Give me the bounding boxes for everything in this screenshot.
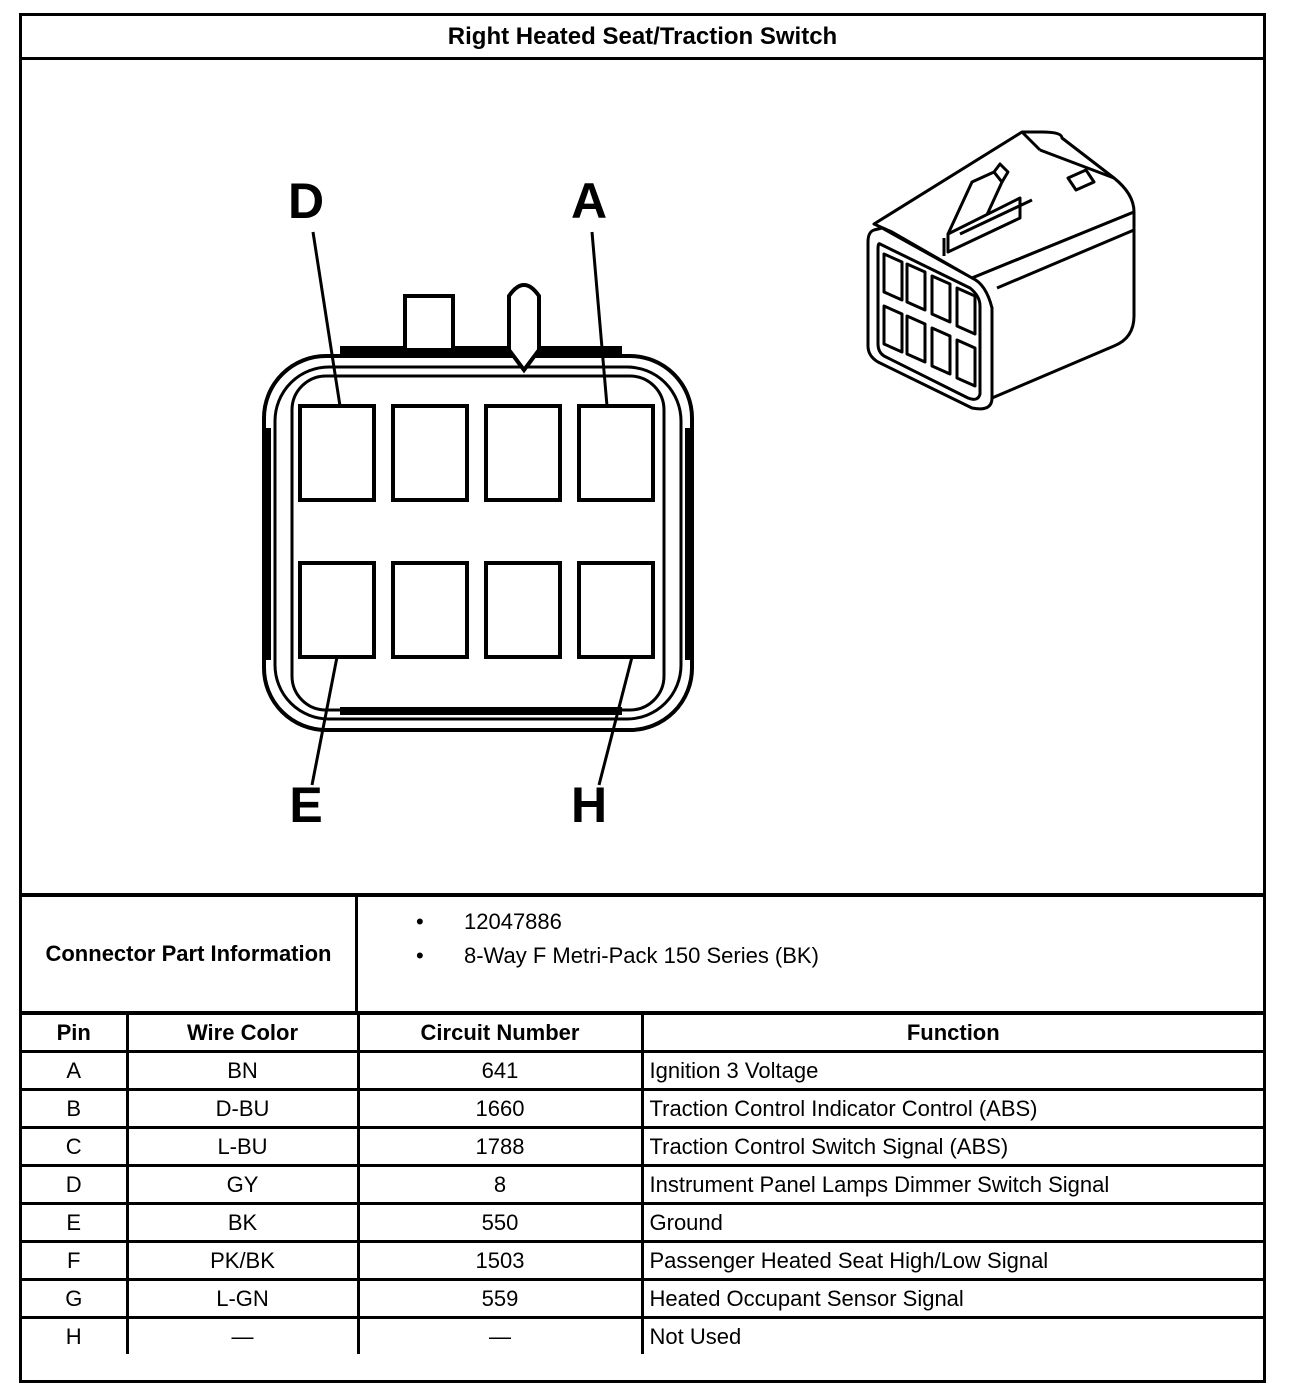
cell-wire-color: GY	[127, 1166, 358, 1204]
cell-function: Instrument Panel Lamps Dimmer Switch Signal	[642, 1166, 1263, 1204]
cell-circuit-number: 559	[358, 1280, 642, 1318]
cell-circuit-number: —	[358, 1318, 642, 1355]
connector-sheet	[19, 13, 1266, 1383]
table-row	[22, 1318, 1263, 1355]
cell-wire-color: —	[127, 1318, 358, 1355]
cell-circuit-number: 1503	[358, 1242, 642, 1280]
cell-pin: A	[22, 1052, 127, 1090]
connector-part-number: • 12047886	[358, 905, 819, 939]
cell-wire-color: BK	[127, 1204, 358, 1242]
connector-face-view	[264, 232, 692, 785]
header-function: Function	[642, 1013, 1263, 1052]
connector-info-list	[358, 905, 819, 973]
cell-wire-color: PK/BK	[127, 1242, 358, 1280]
cell-wire-color: D-BU	[127, 1090, 358, 1128]
pin-label-e: E	[289, 777, 323, 833]
cell-function: Not Used	[642, 1318, 1263, 1355]
table-row	[22, 1090, 1263, 1128]
cell-wire-color: L-GN	[127, 1280, 358, 1318]
connector-info-label: Connector Part Information	[22, 897, 358, 1011]
cell-pin: D	[22, 1166, 127, 1204]
connector-drawing	[22, 60, 1263, 893]
connector-part-info	[22, 893, 1263, 1011]
cell-pin: C	[22, 1128, 127, 1166]
cell-circuit-number: 550	[358, 1204, 642, 1242]
table-row	[22, 1128, 1263, 1166]
table-row	[22, 1242, 1263, 1280]
pin-table	[22, 1011, 1263, 1354]
table-row	[22, 1204, 1263, 1242]
cell-pin: G	[22, 1280, 127, 1318]
pin-label-h: H	[570, 777, 608, 833]
connector-iso-view	[868, 132, 1134, 409]
cell-function: Traction Control Indicator Control (ABS)	[642, 1090, 1263, 1128]
cell-pin: F	[22, 1242, 127, 1280]
cell-circuit-number: 1660	[358, 1090, 642, 1128]
table-row	[22, 1166, 1263, 1204]
cell-wire-color: BN	[127, 1052, 358, 1090]
pin-label-d: D	[287, 173, 325, 229]
header-circuit-number: Circuit Number	[358, 1013, 642, 1052]
connector-face-svg	[22, 60, 1263, 893]
cell-wire-color: L-BU	[127, 1128, 358, 1166]
cell-function: Passenger Heated Seat High/Low Signal	[642, 1242, 1263, 1280]
cell-circuit-number: 8	[358, 1166, 642, 1204]
table-header-row	[22, 1013, 1263, 1052]
header-wire-color: Wire Color	[127, 1013, 358, 1052]
cell-function: Traction Control Switch Signal (ABS)	[642, 1128, 1263, 1166]
pin-label-a: A	[570, 173, 608, 229]
cell-function: Heated Occupant Sensor Signal	[642, 1280, 1263, 1318]
cell-pin: B	[22, 1090, 127, 1128]
cell-function: Ground	[642, 1204, 1263, 1242]
cell-function: Ignition 3 Voltage	[642, 1052, 1263, 1090]
table-row	[22, 1280, 1263, 1318]
cell-circuit-number: 1788	[358, 1128, 642, 1166]
cell-circuit-number: 641	[358, 1052, 642, 1090]
cell-pin: H	[22, 1318, 127, 1355]
connector-series: • 8-Way F Metri-Pack 150 Series (BK)	[358, 939, 819, 973]
page-title: Right Heated Seat/Traction Switch	[22, 16, 1263, 60]
header-pin: Pin	[22, 1013, 127, 1052]
cell-pin: E	[22, 1204, 127, 1242]
table-row	[22, 1052, 1263, 1090]
